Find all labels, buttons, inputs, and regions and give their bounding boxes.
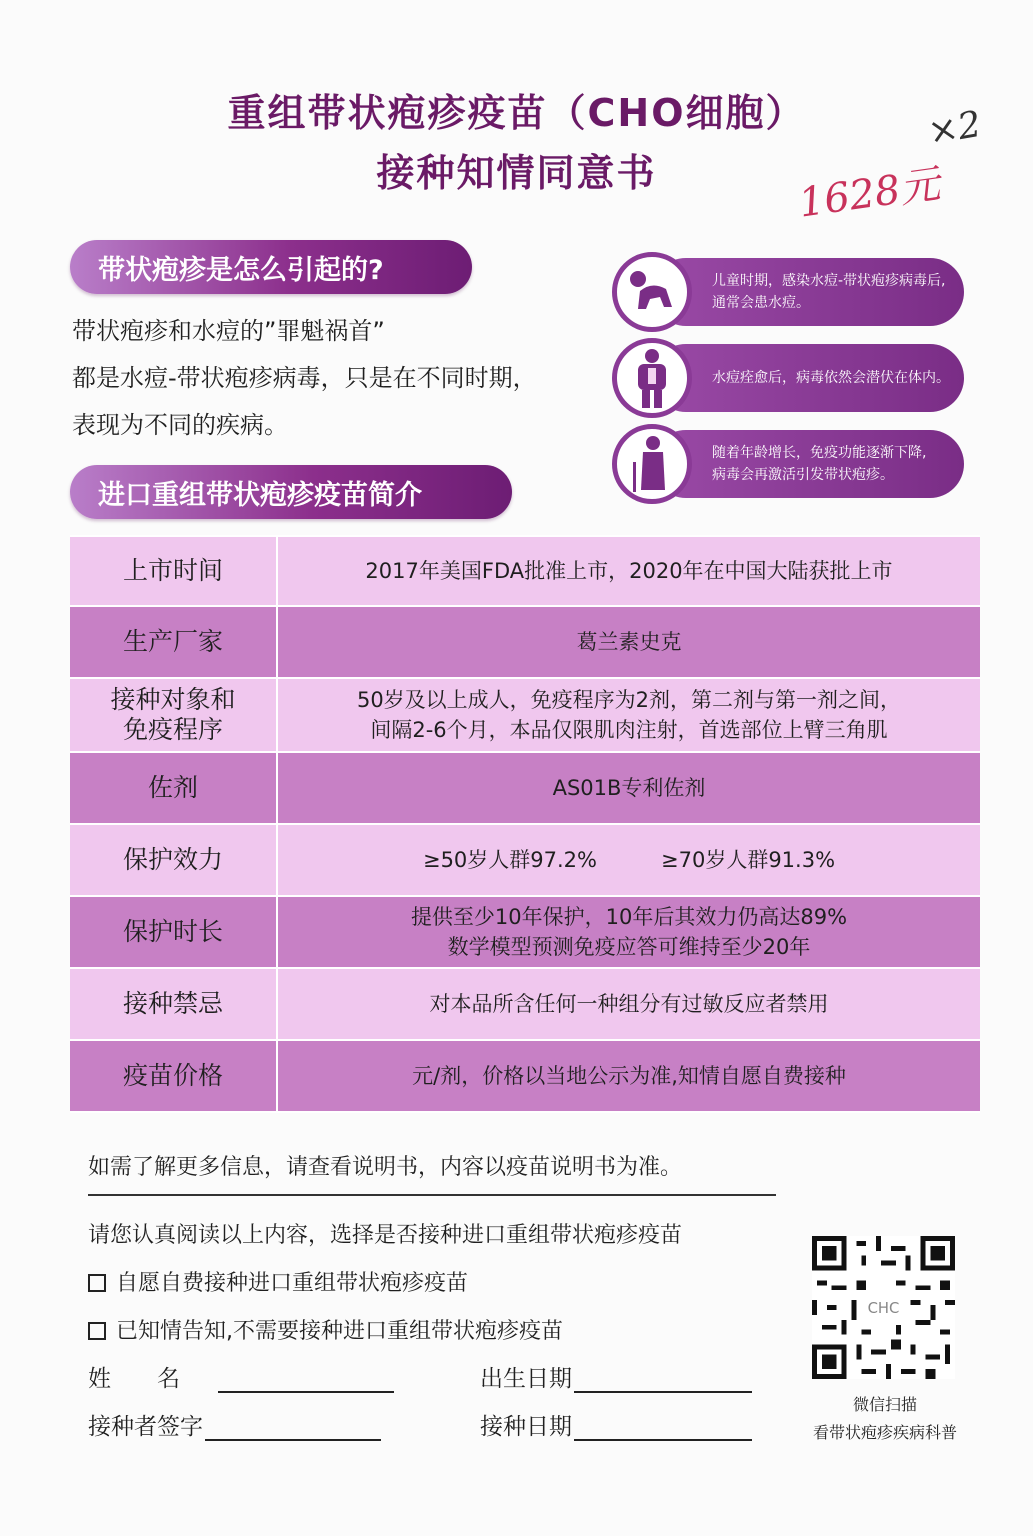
row-value: AS01B专利佐剂 — [552, 776, 706, 800]
birth-input-line[interactable] — [574, 1367, 752, 1393]
vaccination-date-field[interactable] — [480, 1408, 752, 1441]
signature-field[interactable] — [88, 1408, 381, 1441]
qr-caption-2: 看带状疱疹疾病科普 — [812, 1423, 957, 1442]
section1-heading: 带状疱疹是怎么引起的? — [70, 240, 472, 294]
stage-childhood — [612, 252, 964, 334]
date-input-line[interactable] — [574, 1415, 752, 1441]
signature-input-line[interactable] — [205, 1415, 381, 1441]
row-value: 数学模型预测免疫应答可维持至少20年 — [447, 935, 811, 959]
table-row — [70, 1041, 980, 1113]
row-label: 疫苗价格 — [122, 1061, 223, 1090]
table-row — [70, 679, 980, 753]
accept-checkbox[interactable] — [88, 1274, 106, 1292]
qr-code-icon[interactable] — [812, 1236, 955, 1379]
row-value: 2017年美国FDA批准上市，2020年在中国大陆获批上市 — [365, 559, 893, 583]
choose-prompt: 请您认真阅读以上内容，选择是否接种进口重组带状疱疹疫苗 — [88, 1223, 683, 1248]
row-label: 保护效力 — [122, 845, 223, 874]
row-label: 免疫程序 — [122, 715, 223, 744]
row-value: 间隔2-6个月，本品仅限肌肉注射，首选部位上臂三角肌 — [370, 718, 888, 742]
row-label: 接种对象和 — [110, 685, 236, 714]
table-row — [70, 607, 980, 679]
table-row — [70, 753, 980, 825]
option-decline-label: 已知情告知,不需要接种进口重组带状疱疹疫苗 — [116, 1319, 563, 1344]
intro-line-2: 都是水痘-带状疱疹病毒，只是在不同时期， — [72, 364, 537, 392]
stage-text: 随着年龄增长，免疫功能逐渐下降, — [712, 445, 927, 461]
handwritten-price: 1628元 — [795, 161, 943, 227]
efficacy-50: ≥50岁人群97.2% — [422, 848, 597, 872]
decline-checkbox[interactable] — [88, 1322, 106, 1340]
row-label: 上市时间 — [122, 556, 223, 585]
birth-label: 出生日期 — [480, 1366, 572, 1392]
stage-text: 病毒会再激活引发带状疱疹。 — [712, 467, 894, 483]
name-field[interactable] — [88, 1360, 394, 1393]
section2-heading: 进口重组带状疱疹疫苗简介 — [70, 465, 512, 519]
form-subtitle: 接种知情同意书 — [376, 151, 657, 195]
signature-label: 接种者签字 — [88, 1414, 203, 1440]
crawling-baby-icon — [612, 252, 692, 332]
row-value: 对本品所含任何一种组分有过敏反应者禁用 — [429, 992, 829, 1016]
qr-center-label: CHC — [867, 1299, 900, 1317]
table-row — [70, 969, 980, 1041]
row-label: 佐剂 — [147, 773, 198, 802]
row-value: 提供至少10年保护，10年后其效力仍高达89% — [410, 905, 848, 929]
name-label: 姓 名 — [88, 1366, 180, 1392]
row-label: 保护时长 — [122, 917, 223, 946]
stage-text: 水痘痊愈后，病毒依然会潜伏在体内。 — [712, 370, 950, 386]
table-row — [70, 537, 980, 607]
row-label: 接种禁忌 — [122, 989, 223, 1018]
row-label: 生产厂家 — [122, 627, 223, 656]
form-title: 重组带状疱疹疫苗（CHO细胞） — [227, 91, 806, 135]
row-value: 元/剂，价格以当地公示为准,知情自愿自费接种 — [412, 1064, 846, 1088]
qr-caption-1: 微信扫描 — [852, 1395, 917, 1414]
stage-elderly — [612, 424, 964, 506]
option-accept[interactable] — [88, 1266, 468, 1297]
dormant-virus-body-icon — [612, 338, 692, 418]
stage-dormant — [612, 338, 964, 420]
more-info-note: 如需了解更多信息，请查看说明书，内容以疫苗说明书为准。 — [88, 1155, 683, 1180]
efficacy-70: ≥70岁人群91.3% — [661, 848, 836, 872]
option-accept-label: 自愿自费接种进口重组带状疱疹疫苗 — [116, 1271, 469, 1296]
option-decline[interactable] — [88, 1314, 563, 1345]
vaccine-info-table — [70, 535, 980, 1113]
elderly-person-icon — [612, 424, 692, 504]
date-label: 接种日期 — [480, 1414, 572, 1440]
row-value: 50岁及以上成人，免疫程序为2剂，第二剂与第一剂之间， — [356, 688, 902, 712]
birth-date-field[interactable] — [480, 1360, 752, 1393]
stage-text: 通常会患水痘。 — [712, 295, 810, 311]
handwritten-times: ×2 — [924, 103, 985, 154]
intro-line-1: 带状疱疹和水痘的”罪魁祸首” — [72, 317, 385, 345]
table-row — [70, 825, 980, 897]
name-input-line[interactable] — [218, 1367, 394, 1393]
row-value: 葛兰素史克 — [576, 630, 682, 654]
divider — [88, 1194, 776, 1196]
stage-text: 儿童时期，感染水痘-带状疱疹病毒后, — [712, 273, 946, 289]
table-row — [70, 897, 980, 969]
intro-line-3: 表现为不同的疾病。 — [72, 411, 288, 439]
